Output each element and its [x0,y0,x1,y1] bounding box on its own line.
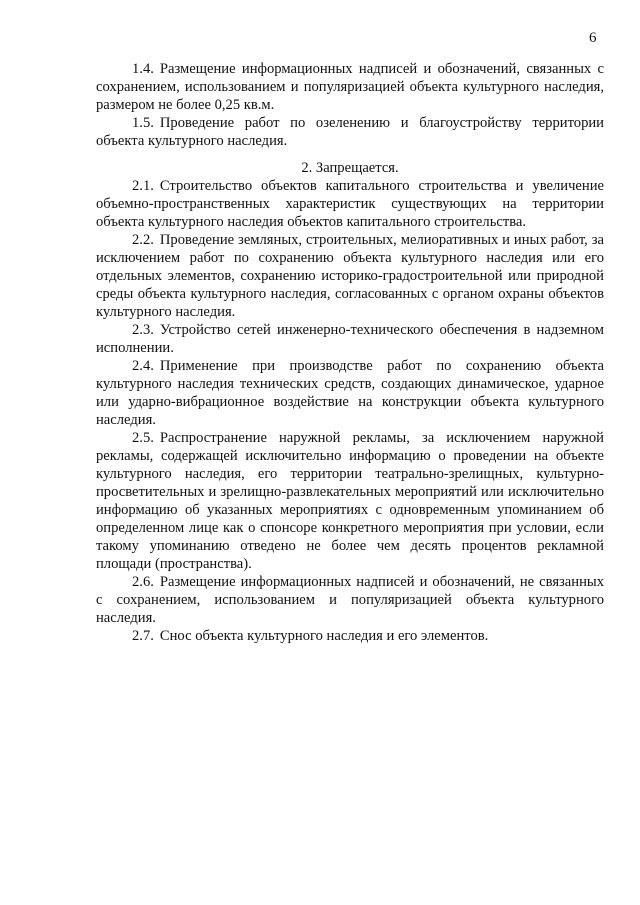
clause-text: Применение при производстве работ по сохранению объекта культурного наследия технических средств, создающих динамическое, ударное или ударно-вибрационное воздействие на конструкции объекта культурного наследия. [96,358,604,428]
clause-number: 2.7. [132,628,154,644]
clause-number: 1.5. [132,115,154,131]
clause-number: 2.2. [132,232,154,248]
clause-text: Размещение информационных надписей и обозначений, связанных с сохранением, использованием и популяризацией объекта культурного наследия, размером не более 0,25 кв.м. [96,61,604,113]
clause-2-5 [96,429,604,573]
clause-text: Распространение наружной рекламы, за исключением наружной рекламы, содержащей исключительно информацию о проведении на объекте культурного наследия, его территории театрально-зрелищных, культурно-просветительных и зрелищно-развлекательных мероприятий или исключительно информацию об указанных мероприятиях с одновременным упоминанием об определенном лице как о спонсоре конкретного мероприятия при условии, если такому упоминанию отведено не более чем десять процентов рекламной площади (пространства). [96,430,604,572]
clause-number: 2.5. [132,430,154,446]
page-number: 6 [589,30,597,46]
document-body [96,60,604,645]
section-heading: 2. Запрещается. [301,160,399,176]
clause-2-3 [96,321,604,357]
clause-text: Проведение земляных, строительных, мелиоративных и иных работ, за исключением работ по сохранению объекта культурного наследия или его отдельных элементов, сохранению историко-градостроительной или природной среды объекта культурного наследия, согласованных с органом охраны объектов культурного наследия. [96,232,604,320]
clause-number: 2.4. [132,358,154,374]
clause-1-4 [96,60,604,114]
clause-text: Снос объекта культурного наследия и его элементов. [159,628,489,644]
clause-2-7 [96,627,604,645]
clause-2-2 [96,231,604,321]
clause-2-6 [96,573,604,627]
clause-2-4 [96,357,604,429]
clause-number: 2.3. [132,322,154,338]
clause-text: Строительство объектов капитального строительства и увеличение объемно-пространственных характеристик существующих на территории объекта культурного наследия объектов капитального строительства. [96,178,604,230]
clause-text: Проведение работ по озеленению и благоустройству территории объекта культурного наследия. [96,115,604,149]
clause-1-5 [96,114,604,150]
clause-number: 2.6. [132,574,154,590]
clause-number: 2.1. [132,178,154,194]
clause-text: Устройство сетей инженерно-технического обеспечения в надземном исполнении. [96,322,604,356]
clause-number: 1.4. [132,61,154,77]
clause-text: Размещение информационных надписей и обозначений, не связанных с сохранением, использованием и популяризацией объекта культурного наследия. [96,574,604,626]
clause-2-1 [96,177,604,231]
